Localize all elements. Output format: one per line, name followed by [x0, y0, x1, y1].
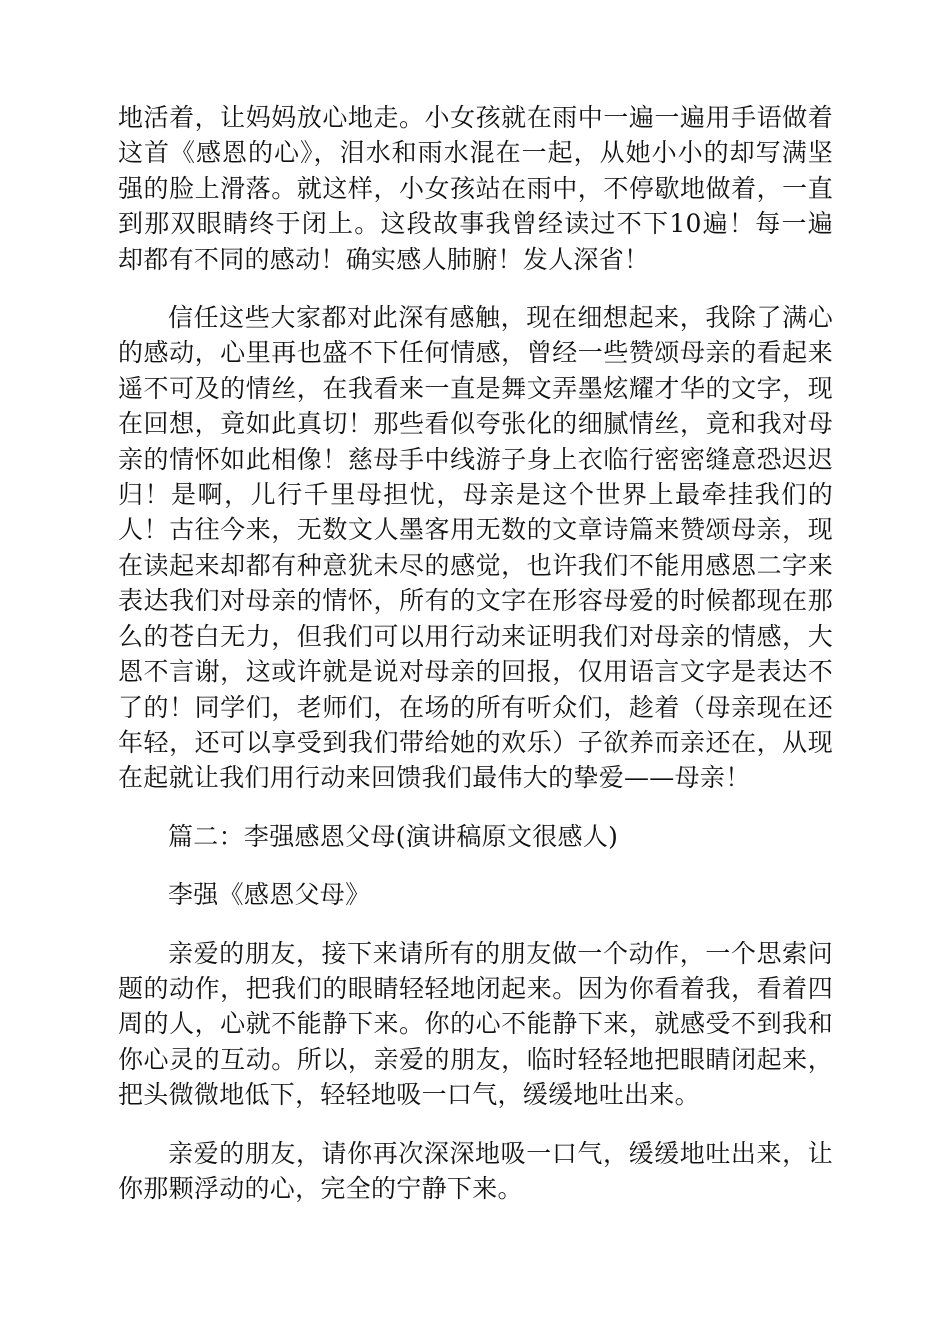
paragraph-speech-breathe: 亲爱的朋友，请你再次深深地吸一口气，缓缓地吐出来，让你那颗浮动的心，完全的宁静下来。 — [118, 1138, 833, 1203]
section-heading: 篇二：李强感恩父母(演讲稿原文很感人) — [168, 821, 619, 851]
paragraph-speech-intro: 亲爱的朋友，接下来请所有的朋友做一个动作，一个思索问题的动作，把我们的眼睛轻轻地闭起来。因为你看着我，看着四周的人，心就不能静下来。你的心不能静下来，就感受不到我和你心灵的互动。所以，亲爱的朋友，临时轻轻地把眼睛闭起来，把头微微地低下，轻轻地吸一口气，缓缓地吐出来。 — [118, 938, 833, 1110]
paragraph-reflection: 信任这些大家都对此深有感触，现在细想起来，我除了满心的感动，心里再也盛不下任何情感，曾经一些赞颂母亲的看起来遥不可及的情丝，在我看来一直是舞文弄墨炫耀才华的文字，现在回想，竟如此真切！那些看似夸张化的细腻情丝，竟和我对母亲的情怀如此相像！慈母手中线游子身上衣临行密密缝意恐迟迟归！是啊，儿行千里母担忧，母亲是这个世界上最牵挂我们的人！古往今来，无数文人墨客用无数的文章诗篇来赞颂母亲，现在读起来却都有种意犹未尽的感觉，也许我们不能用感恩二字来表达我们对母亲的情怀，所有的文字在形容母爱的时候都现在那么的苍白无力，但我们可以用行动来证明我们对母亲的情感，大恩不言谢，这或许就是说对母亲的回报，仅用语言文字是表达不了的！同学们，老师们，在场的所有听众们，趁着（母亲现在还年轻，还可以享受到我们带给她的欢乐）子欲养而亲还在，从现在起就让我们用行动来回馈我们最伟大的挚爱——母亲！ — [118, 303, 833, 793]
document-body — [118, 100, 833, 1229]
paragraph-story-ending: 地活着，让妈妈放心地走。小女孩就在雨中一遍一遍用手语做着这首《感恩的心》，泪水和雨水混在一起，从她小小的却写满坚强的脸上滑落。就这样，小女孩站在雨中，不停歇地做着，一直到那双眼睛终于闭上。这段故事我曾经读过不下10遍！每一遍却都有不同的感动！确实感人肺腑！发人深省！ — [118, 103, 833, 274]
speech-title: 李强《感恩父母》 — [168, 880, 371, 910]
